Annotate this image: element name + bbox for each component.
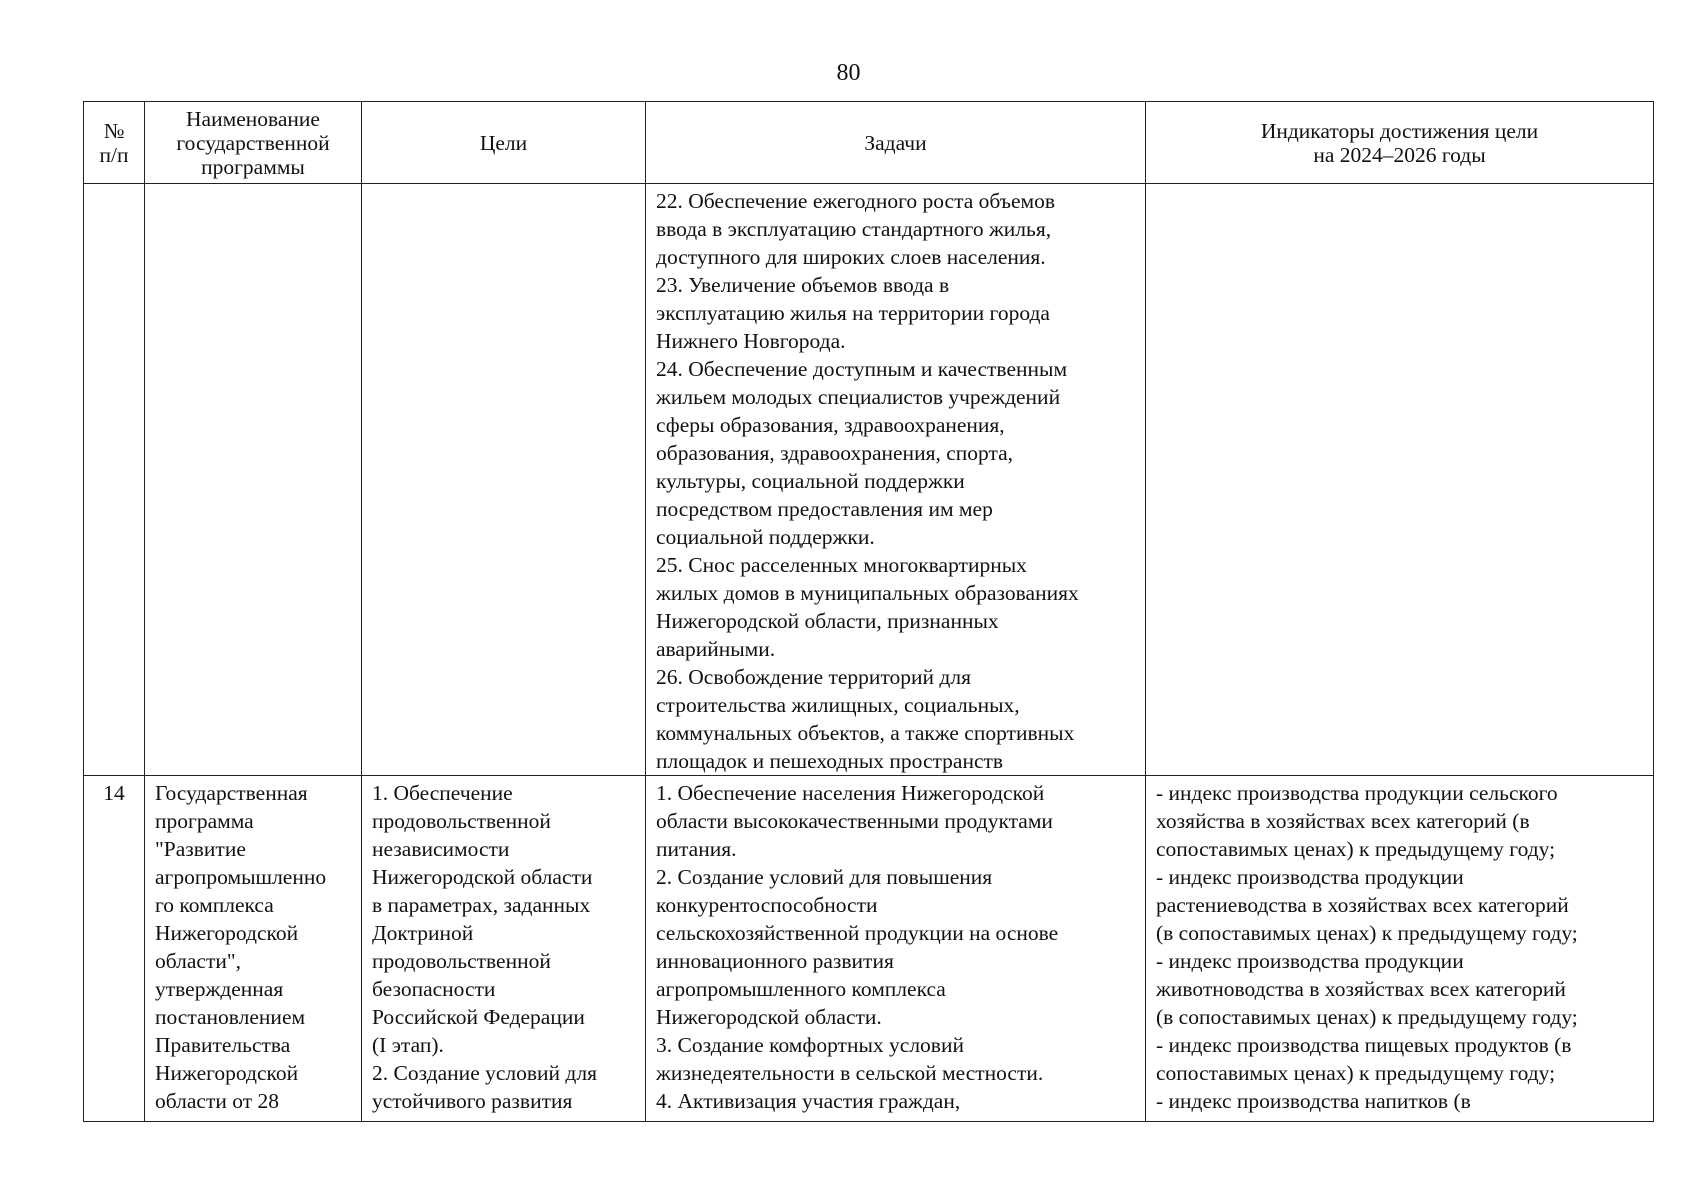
header-program bbox=[145, 102, 362, 184]
text-line: 2. Создание условий для bbox=[372, 1061, 597, 1085]
text-line: жильем молодых специалистов учреждений bbox=[656, 385, 1061, 409]
text-line: животноводства в хозяйствах всех категорий bbox=[1156, 977, 1566, 1001]
text-line: - индекс производства продукции bbox=[1156, 949, 1464, 973]
text-line: устойчивого развития bbox=[372, 1089, 573, 1113]
page-number: 80 bbox=[836, 60, 861, 86]
cell-program bbox=[145, 184, 362, 776]
programs-table bbox=[83, 101, 1654, 1122]
text-line: продовольственной bbox=[372, 809, 551, 833]
text-line: "Развитие bbox=[155, 837, 246, 861]
text-line: Наименование bbox=[186, 106, 320, 131]
text-line: Цели bbox=[479, 130, 528, 155]
cell-tasks bbox=[646, 776, 1146, 1122]
text-line: Нижегородской bbox=[155, 1061, 299, 1085]
text-line: государственной bbox=[176, 130, 330, 155]
text-line: Нижегородской области bbox=[372, 865, 593, 889]
text-line: растениеводства в хозяйствах всех категорий bbox=[1156, 893, 1569, 917]
cell-goals bbox=[362, 776, 646, 1122]
text-line: жизнедеятельности в сельской местности. bbox=[656, 1061, 1044, 1085]
text-line: хозяйства в хозяйствах всех категорий (в bbox=[1156, 809, 1530, 833]
text-line: доступного для широких слоев населения. bbox=[656, 245, 1046, 269]
table-header-row bbox=[84, 102, 1654, 184]
text-line: агропромышленно bbox=[155, 865, 327, 889]
text-line: Государственная bbox=[155, 781, 308, 805]
text-line: независимости bbox=[372, 837, 510, 861]
text-line: го комплекса bbox=[155, 893, 274, 917]
text-line: эксплуатацию жилья на территории города bbox=[656, 301, 1050, 325]
cell-num bbox=[84, 184, 145, 776]
text-line: питания. bbox=[656, 837, 737, 861]
header-tasks bbox=[646, 102, 1146, 184]
text-line: конкурентоспособности bbox=[656, 893, 878, 917]
text-line: Доктриной bbox=[372, 921, 474, 945]
text-line: агропромышленного комплекса bbox=[656, 977, 946, 1001]
text-line: 23. Увеличение объемов ввода в bbox=[656, 273, 950, 297]
text-line: коммунальных объектов, а также спортивных bbox=[656, 721, 1075, 745]
text-line: - индекс производства пищевых продуктов (в bbox=[1156, 1033, 1572, 1057]
text-line: (в сопоставимых ценах) к предыдущему году; bbox=[1156, 921, 1578, 945]
text-line: образования, здравоохранения, спорта, bbox=[656, 441, 1014, 465]
text-line: жилых домов в муниципальных образованиях bbox=[656, 581, 1079, 605]
cell-goals bbox=[362, 184, 646, 776]
text-line: площадок и пешеходных пространств bbox=[656, 749, 1004, 773]
table-row bbox=[84, 184, 1654, 776]
text-line: 3. Создание комфортных условий bbox=[656, 1033, 964, 1057]
text-line: Нижегородской области. bbox=[656, 1005, 882, 1029]
text-line: культуры, социальной поддержки bbox=[656, 469, 965, 493]
text-line: аварийными. bbox=[656, 637, 776, 661]
text-line: (в сопоставимых ценах) к предыдущему году; bbox=[1156, 1005, 1578, 1029]
text-line: сферы образования, здравоохранения, bbox=[656, 413, 1005, 437]
text-line: программа bbox=[155, 809, 254, 833]
text-line: Правительства bbox=[155, 1033, 291, 1057]
text-line: (I этап). bbox=[372, 1033, 444, 1057]
text-line: социальной поддержки. bbox=[656, 525, 875, 549]
text-line: утвержденная bbox=[155, 977, 284, 1001]
header-goals bbox=[362, 102, 646, 184]
text-line: сопоставимых ценах) к предыдущему году; bbox=[1156, 837, 1556, 861]
text-line: 4. Активизация участия граждан, bbox=[656, 1089, 961, 1113]
text-line: в параметрах, заданных bbox=[372, 893, 591, 917]
text-line: области от 28 bbox=[155, 1089, 279, 1113]
text-line: 24. Обеспечение доступным и качественным bbox=[656, 357, 1068, 381]
text-line: 25. Снос расселенных многоквартирных bbox=[656, 553, 1027, 577]
text-line: - индекс производства напитков (в bbox=[1156, 1089, 1471, 1113]
text-line: Российской Федерации bbox=[372, 1005, 585, 1029]
text-line: 22. Обеспечение ежегодного роста объемов bbox=[656, 189, 1055, 213]
cell-tasks bbox=[646, 184, 1146, 776]
text-line: - индекс производства продукции bbox=[1156, 865, 1464, 889]
text-line: постановлением bbox=[155, 1005, 306, 1029]
text-line: Задачи bbox=[864, 130, 927, 155]
table-row bbox=[84, 776, 1654, 1122]
cell-program bbox=[145, 776, 362, 1122]
text-line: области", bbox=[155, 949, 242, 973]
text-line: Нижегородской области, признанных bbox=[656, 609, 999, 633]
cell-num: 14 bbox=[84, 776, 145, 1122]
text-line: Индикаторы достижения цели bbox=[1260, 118, 1539, 143]
text-line: безопасности bbox=[372, 977, 496, 1001]
text-line: программы bbox=[201, 154, 305, 179]
text-line: сельскохозяйственной продукции на основе bbox=[656, 921, 1059, 945]
text-line: - индекс производства продукции сельского bbox=[1156, 781, 1558, 805]
cell-indicators bbox=[1146, 776, 1654, 1122]
cell-indicators bbox=[1146, 184, 1654, 776]
text-line: 1. Обеспечение bbox=[372, 781, 513, 805]
text-line: Нижегородской bbox=[155, 921, 299, 945]
text-line: сопоставимых ценах) к предыдущему году; bbox=[1156, 1061, 1556, 1085]
text-line: на 2024–2026 годы bbox=[1313, 142, 1486, 167]
text-line: Нижнего Новгорода. bbox=[656, 329, 846, 353]
text-line: 1. Обеспечение населения Нижегородской bbox=[656, 781, 1045, 805]
text-line: посредством предоставления им мер bbox=[656, 497, 993, 521]
text-line: инновационного развития bbox=[656, 949, 894, 973]
header-indicators bbox=[1146, 102, 1654, 184]
header-num bbox=[84, 102, 145, 184]
text-line: п/п bbox=[99, 142, 129, 167]
text-line: ввода в эксплуатацию стандартного жилья, bbox=[656, 217, 1052, 241]
text-line: продовольственной bbox=[372, 949, 551, 973]
text-line: строительства жилищных, социальных, bbox=[656, 693, 1020, 717]
text-line: 26. Освобождение территорий для bbox=[656, 665, 971, 689]
text-line: 2. Создание условий для повышения bbox=[656, 865, 993, 889]
text-line: № bbox=[103, 118, 125, 143]
text-line: области высококачественными продуктами bbox=[656, 809, 1053, 833]
